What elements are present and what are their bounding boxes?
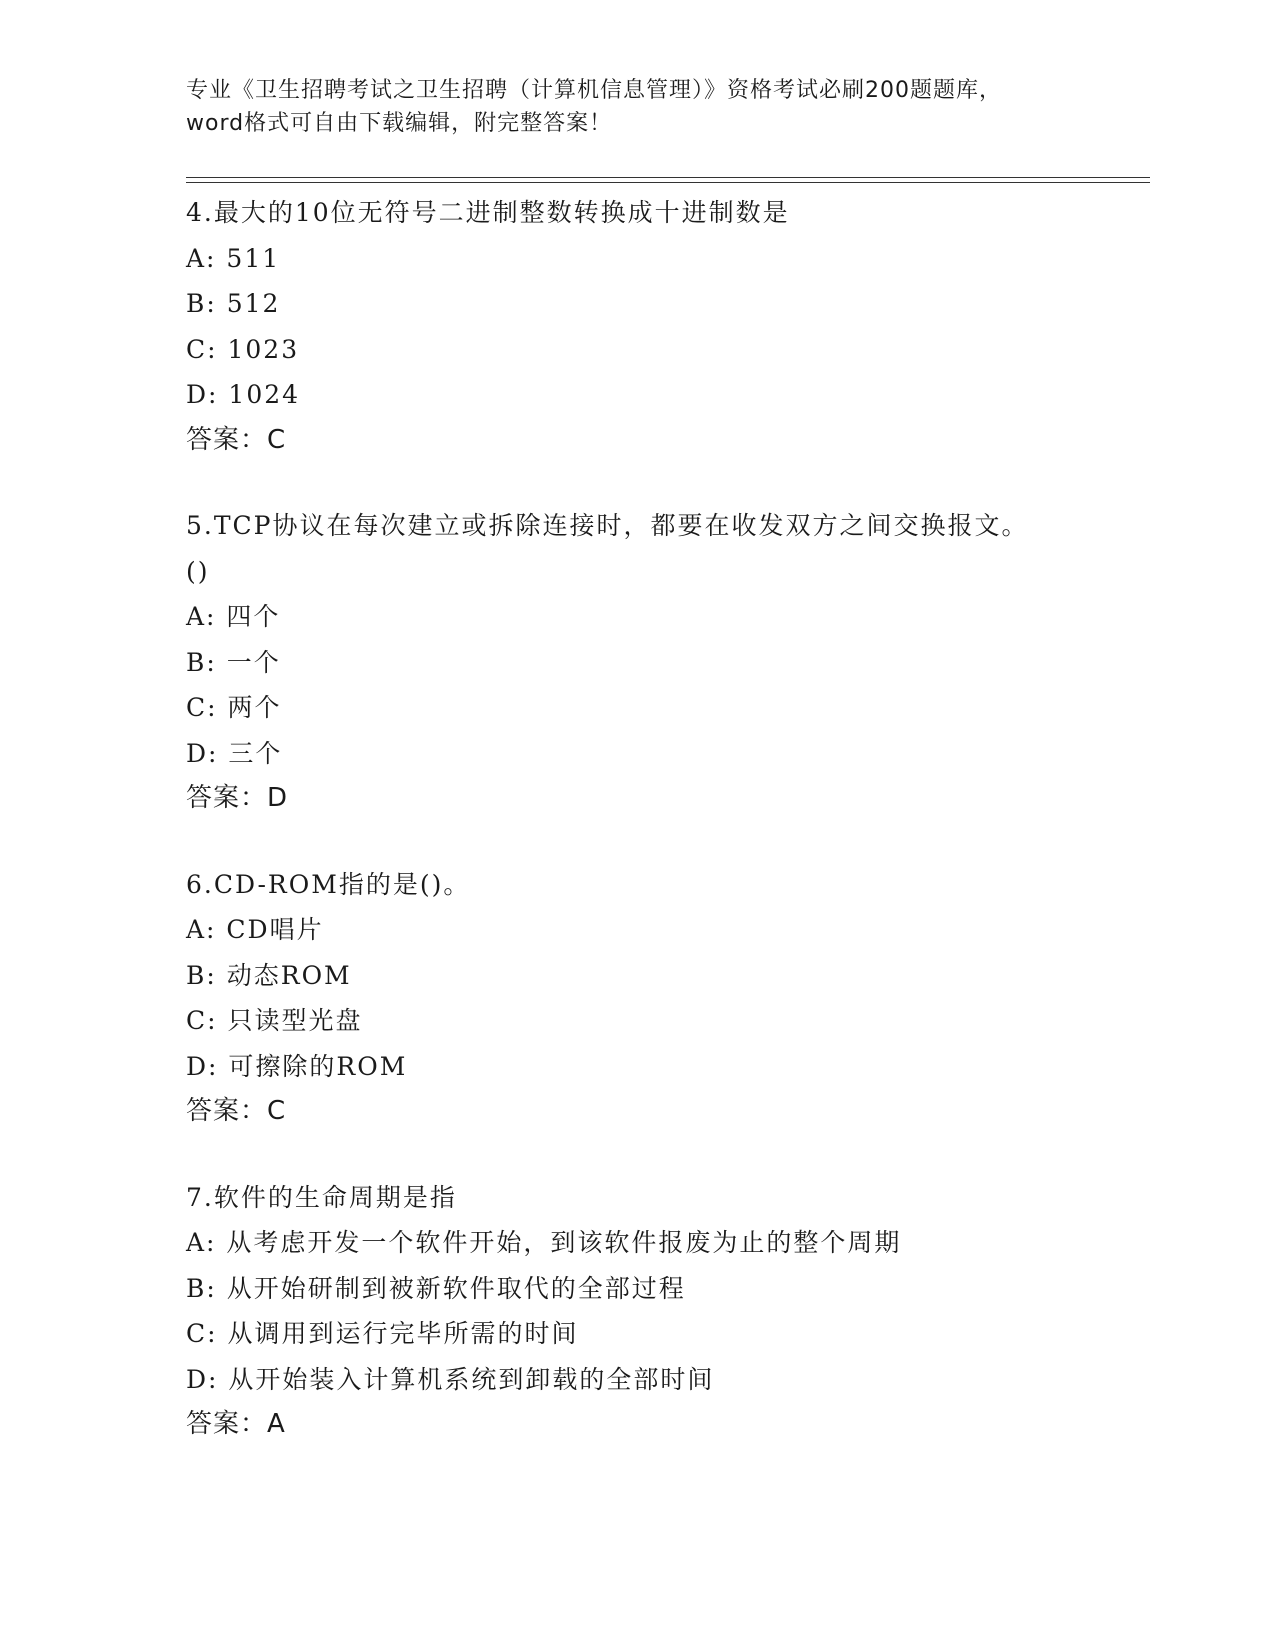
question-stem-continuation: () <box>186 556 210 586</box>
option-c: C: 从调用到运行完毕所需的时间 <box>186 1319 579 1348</box>
question-stem: 6.CD-ROM指的是()。 <box>186 869 471 899</box>
question-item <box>186 503 1150 822</box>
option-a: A: 四个 <box>186 602 281 631</box>
header-line-1: 专业《卫生招聘考试之卫生招聘（计算机信息管理）》资格考试必刷200题题库， <box>186 78 1002 103</box>
answer-text: 答案：D <box>186 783 289 813</box>
question-item <box>186 862 1150 1135</box>
question-item <box>186 1175 1150 1448</box>
header-divider-top <box>186 177 1150 178</box>
answer-text: 答案：C <box>186 1096 287 1126</box>
option-d: D: 从开始装入计算机系统到卸载的全部时间 <box>186 1364 715 1394</box>
option-a: A: CD唱片 <box>186 915 324 944</box>
option-c: C: 两个 <box>186 693 282 722</box>
option-b: B: 512 <box>186 289 281 318</box>
header-line-2: word格式可自由下载编辑，附完整答案！ <box>186 111 613 136</box>
option-a: A: 511 <box>186 243 281 273</box>
document-header <box>186 74 1086 140</box>
option-b: B: 从开始研制到被新软件取代的全部过程 <box>186 1273 686 1303</box>
option-c: C: 1023 <box>186 334 300 364</box>
option-d: D: 三个 <box>186 738 283 768</box>
answer-text: 答案：C <box>186 424 287 455</box>
option-b: B: 动态ROM <box>186 960 352 990</box>
header-divider-bottom <box>186 182 1150 183</box>
question-stem: 7.软件的生命周期是指 <box>186 1182 457 1212</box>
question-stem: 5.TCP协议在每次建立或拆除连接时，都要在收发双方之间交换报文。 <box>186 511 1029 540</box>
option-d: D: 1024 <box>186 380 301 409</box>
option-c: C: 只读型光盘 <box>186 1006 363 1035</box>
question-stem: 4.最大的10位无符号二进制整数转换成十进制数是 <box>186 198 790 227</box>
question-item <box>186 190 1150 463</box>
option-d: D: 可擦除的ROM <box>186 1051 408 1081</box>
option-a: A: 从考虑开发一个软件开始，到该软件报废为止的整个周期 <box>186 1228 902 1257</box>
option-b: B: 一个 <box>186 647 281 677</box>
answer-text: 答案：A <box>186 1409 286 1439</box>
question-list <box>186 190 1150 1488</box>
